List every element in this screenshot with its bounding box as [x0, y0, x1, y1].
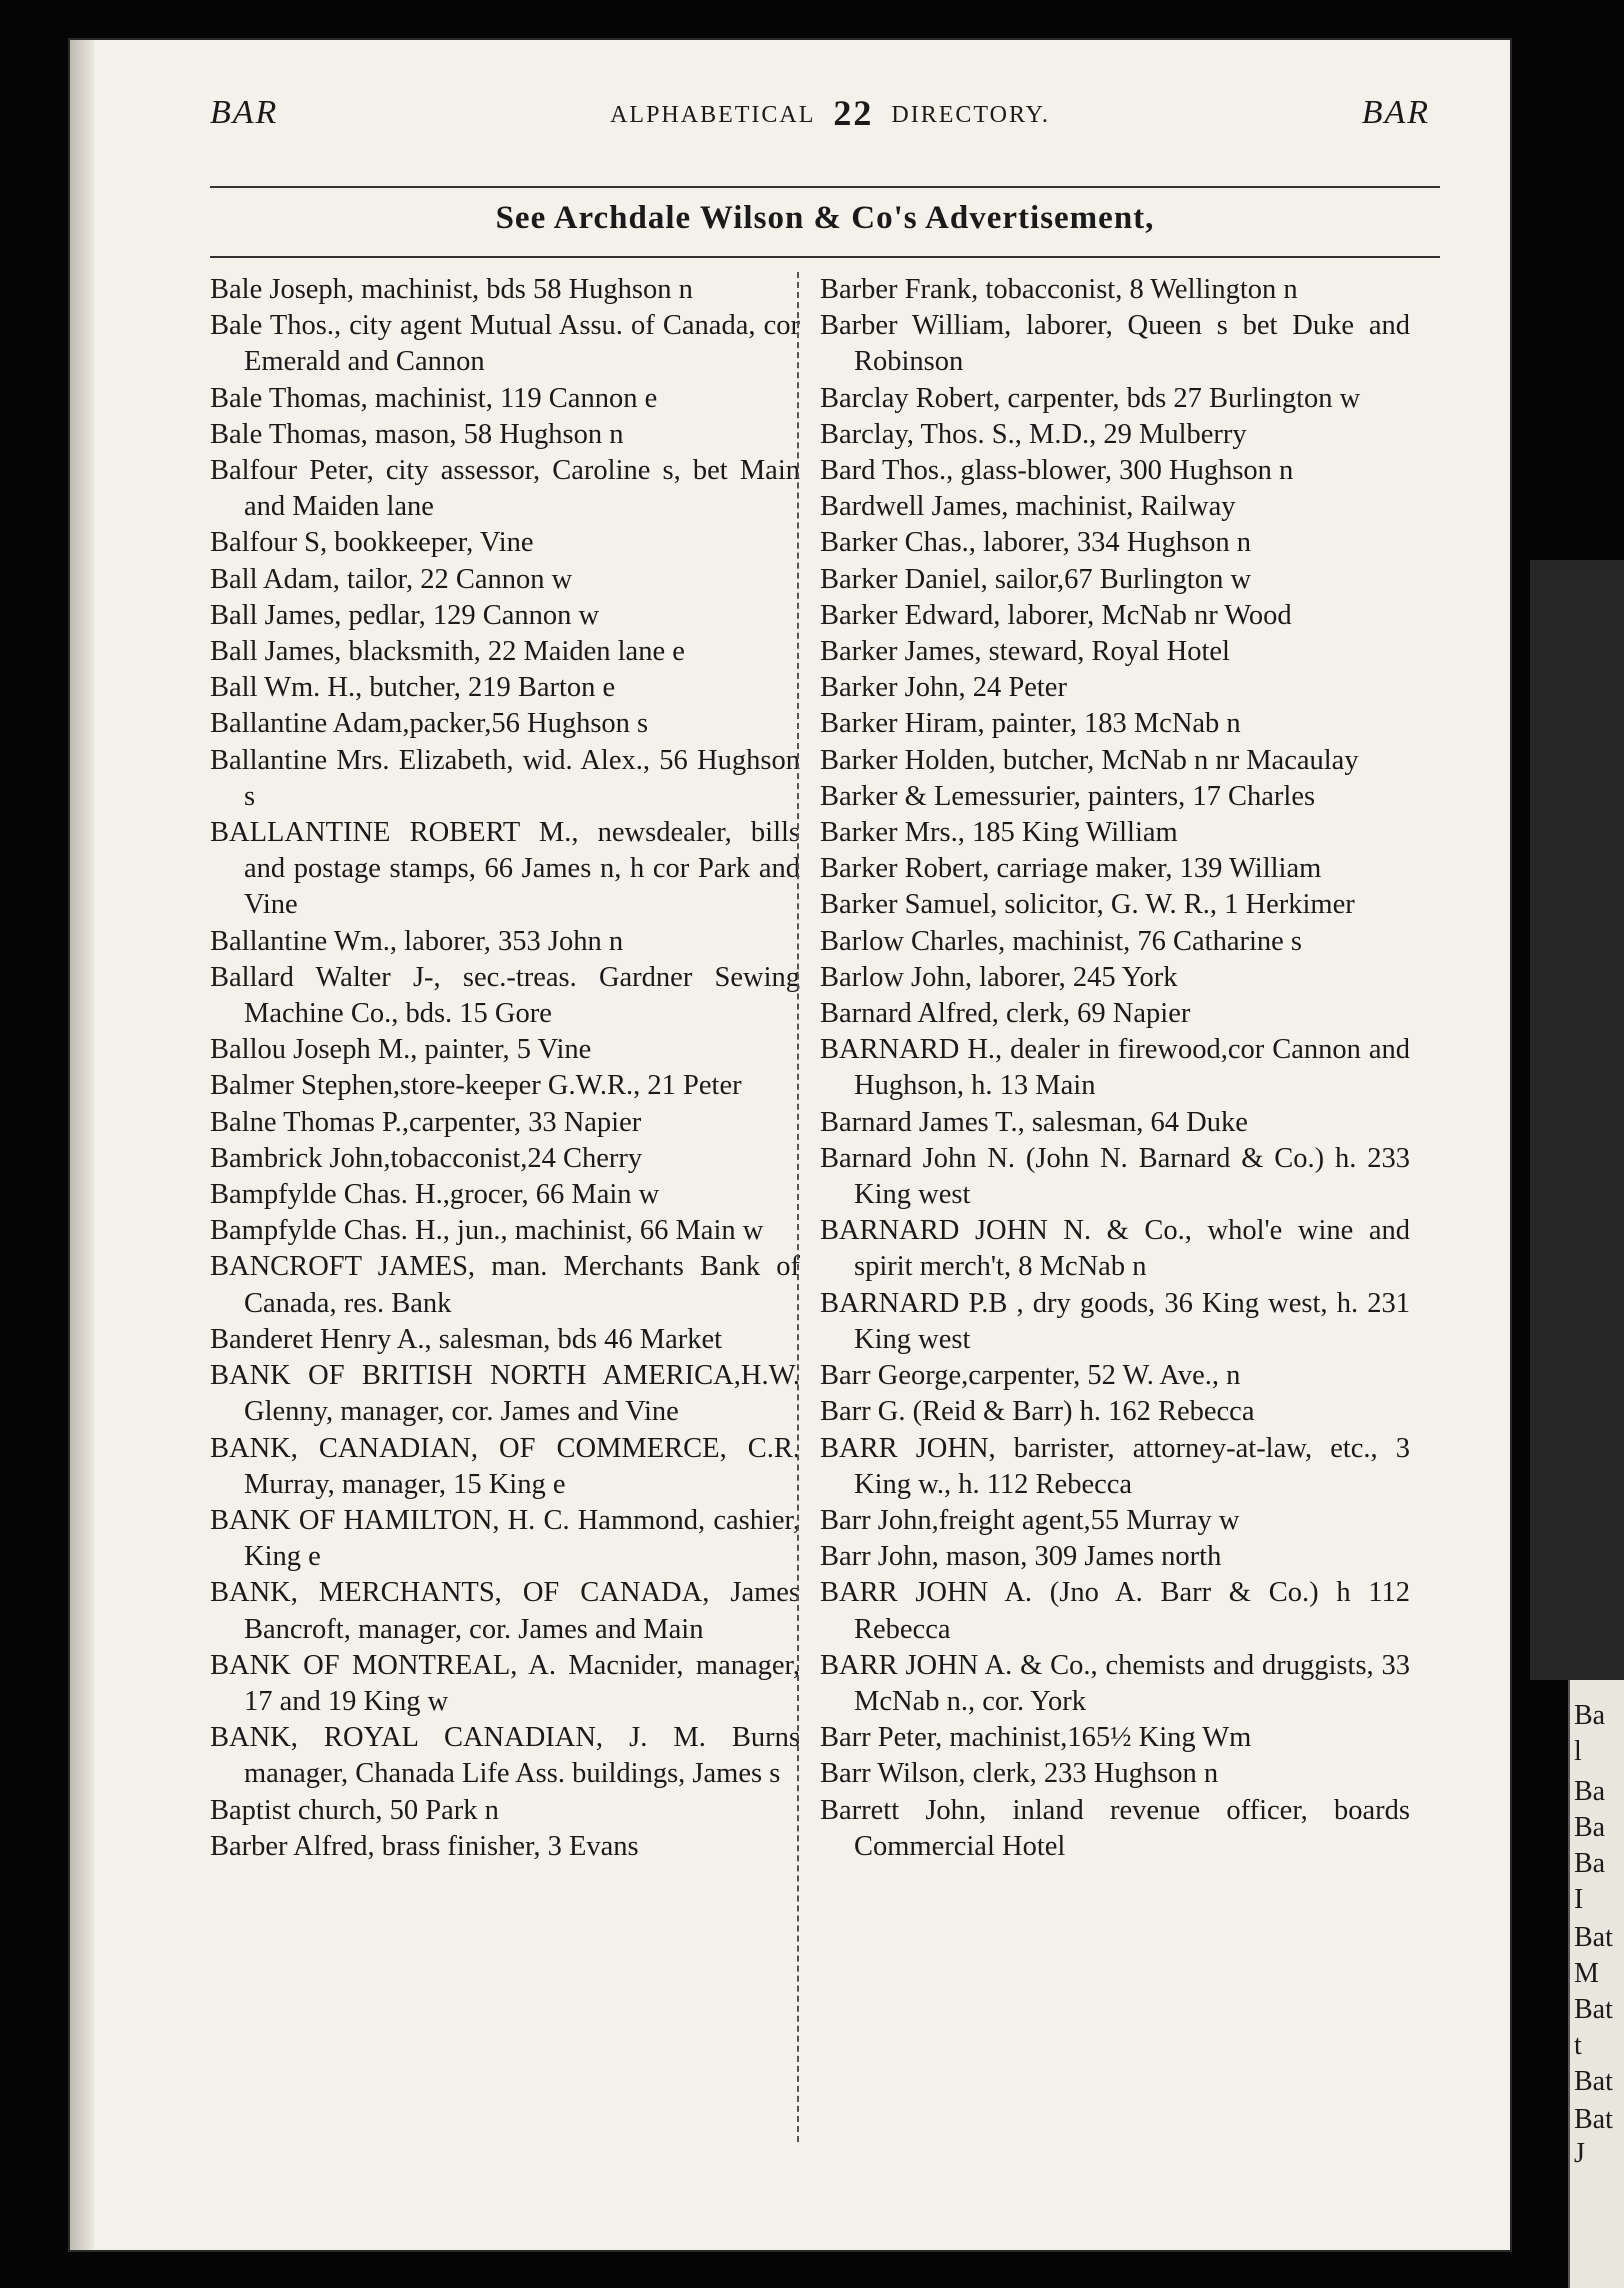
header-rule	[210, 186, 1440, 188]
directory-entry: Barr G. (Reid & Barr) h. 162 Rebecca	[820, 1396, 1255, 1428]
directory-entry: Ballantine Mrs. Elizabeth, wid. Alex., 56 Hughson s	[210, 744, 800, 812]
directory-entry: Baptist church, 50 Park n	[210, 1794, 499, 1826]
directory-entry: Barber Alfred, brass finisher, 3 Evans	[210, 1830, 639, 1862]
directory-entry: BARR JOHN A. & Co., chemists and druggists, 33 McNab n., cor. York	[820, 1649, 1410, 1717]
header-center-left: ALPHABETICAL	[610, 102, 816, 128]
directory-entry: Barr George,carpenter, 52 W. Ave., n	[820, 1360, 1241, 1392]
edge-text-fragment: Bat	[1574, 2104, 1613, 2135]
page-header	[210, 92, 1450, 154]
edge-text-fragment: Bat	[1574, 2066, 1613, 2097]
directory-entry: Barker & Lemessurier, painters, 17 Charles	[820, 780, 1316, 812]
column-divider	[797, 272, 799, 2142]
directory-entry: BANK, CANADIAN, OF COMMERCE, C.R. Murray, manager, 15 King e	[210, 1432, 800, 1500]
edge-text-fragment: l	[1574, 1736, 1582, 1767]
left-column	[210, 272, 800, 1865]
header-center	[210, 92, 1450, 134]
edge-text-fragment: J	[1574, 2138, 1585, 2169]
edge-text-fragment: I	[1574, 1884, 1584, 1915]
directory-entry: Barker Mrs., 185 King William	[820, 817, 1178, 849]
directory-entry: BANK, MERCHANTS, OF CANADA, James Bancroft, manager, cor. James and Main	[210, 1577, 800, 1645]
directory-entry: BANK OF HAMILTON, H. C. Hammond, cashier, King e	[210, 1504, 800, 1573]
directory-entry: Balfour S, bookkeeper, Vine	[210, 527, 534, 559]
directory-entry: Barclay, Thos. S., M.D., 29 Mulberry	[820, 418, 1247, 450]
directory-entry: BANCROFT JAMES, man. Merchants Bank of Canada, res. Bank	[210, 1251, 800, 1319]
banner-rule	[210, 256, 1440, 258]
directory-entry: Barker Chas., laborer, 334 Hughson n	[820, 527, 1252, 559]
edge-text-fragment: Bat	[1574, 1994, 1613, 2025]
directory-entry: Bardwell James, machinist, Railway	[820, 491, 1236, 523]
directory-entry: Barker Robert, carriage maker, 139 William	[820, 853, 1322, 885]
header-left-guide: BAR	[210, 94, 279, 131]
edge-text-fragment: t	[1574, 2030, 1582, 2061]
directory-entry: BARR JOHN, barrister, attorney-at-law, etc., 3 King w., h. 112 Rebecca	[820, 1432, 1410, 1500]
directory-entry: Ball Adam, tailor, 22 Cannon w	[210, 563, 573, 595]
edge-text-fragment: Bat	[1574, 1922, 1613, 1953]
adjacent-page-dark-strip	[1530, 560, 1624, 1680]
directory-entry: Bale Thos., city agent Mutual Assu. of Canada, cor Emerald and Cannon	[210, 310, 800, 378]
right-column	[820, 272, 1410, 1865]
edge-text-fragment: M	[1574, 1958, 1599, 1989]
directory-entry: Barlow Charles, machinist, 76 Catharine s	[820, 925, 1303, 957]
directory-entry: Barker John, 24 Peter	[820, 672, 1067, 704]
header-right-guide: BAR	[1361, 94, 1430, 131]
edge-text-fragment: Ba	[1574, 1848, 1606, 1879]
directory-entry: Ballantine Adam,packer,56 Hughson s	[210, 708, 649, 740]
directory-entry: BARNARD JOHN N. & Co., whol'e wine and spirit merch't, 8 McNab n	[820, 1215, 1410, 1283]
directory-entry: Barker Daniel, sailor,67 Burlington w	[820, 563, 1252, 595]
directory-entry: Barker Holden, butcher, McNab n nr Macaulay	[820, 744, 1359, 776]
directory-entry: BANK OF MONTREAL, A. Macnider, manager, 17 and 19 King w	[210, 1649, 800, 1717]
edge-text-fragment: Ba	[1574, 1812, 1606, 1843]
directory-entry: Ballard Walter J-, sec.-treas. Gardner Sewing Machine Co., bds. 15 Gore	[210, 961, 800, 1030]
page-edge-shadow	[70, 40, 94, 2250]
directory-entry: Balmer Stephen,store-keeper G.W.R., 21 Peter	[210, 1070, 742, 1102]
directory-entry: Barr John, mason, 309 James north	[820, 1541, 1222, 1573]
directory-entry: Bale Joseph, machinist, bds 58 Hughson n	[210, 274, 693, 305]
directory-entry: Barlow John, laborer, 245 York	[820, 961, 1178, 993]
directory-entry: Banderet Henry A., salesman, bds 46 Market	[210, 1323, 723, 1355]
directory-entry: Barnard Alfred, clerk, 69 Napier	[820, 998, 1191, 1030]
directory-entry: Ball James, blacksmith, 22 Maiden lane e	[210, 636, 685, 668]
page-number: 22	[833, 93, 874, 133]
edge-text-fragment: Ba	[1574, 1700, 1606, 1731]
directory-entry: Barker Samuel, solicitor, G. W. R., 1 Herkimer	[820, 889, 1355, 921]
directory-entry: Ballou Joseph M., painter, 5 Vine	[210, 1034, 592, 1066]
directory-entry: BANK OF BRITISH NORTH AMERICA,H.W. Glenny, manager, cor. James and Vine	[210, 1360, 800, 1428]
directory-entry: Bale Thomas, mason, 58 Hughson n	[210, 418, 624, 450]
directory-entry: BARR JOHN A. (Jno A. Barr & Co.) h 112 Rebecca	[820, 1577, 1410, 1645]
directory-entry: Barr Wilson, clerk, 233 Hughson n	[820, 1758, 1219, 1790]
directory-entry: Barber William, laborer, Queen s bet Duke and Robinson	[820, 310, 1410, 378]
directory-entry: Bard Thos., glass-blower, 300 Hughson n	[820, 455, 1294, 487]
directory-entry: Barrett John, inland revenue officer, boards Commercial Hotel	[820, 1794, 1410, 1862]
directory-entry: Barker Edward, laborer, McNab nr Wood	[820, 599, 1292, 631]
directory-entry: Bampfylde Chas. H.,grocer, 66 Main w	[210, 1179, 660, 1211]
directory-entry: Bampfylde Chas. H., jun., machinist, 66 Main w	[210, 1215, 764, 1247]
directory-entry: Bambrick John,tobacconist,24 Cherry	[210, 1142, 643, 1174]
directory-entry: Barber Frank, tobacconist, 8 Wellington n	[820, 274, 1298, 305]
edge-text-fragment: Ba	[1574, 1776, 1606, 1807]
directory-entry: BALLANTINE ROBERT M., newsdealer, bills and postage stamps, 66 James n, h cor Park and Vine	[210, 817, 800, 921]
directory-entry: Barker James, steward, Royal Hotel	[820, 636, 1230, 668]
directory-entry: Balne Thomas P.,carpenter, 33 Napier	[210, 1106, 642, 1138]
directory-entry: BARNARD H., dealer in firewood,cor Cannon and Hughson, h. 13 Main	[820, 1034, 1410, 1102]
directory-entry: Bale Thomas, machinist, 119 Cannon e	[210, 382, 658, 414]
directory-entry: Barker Hiram, painter, 183 McNab n	[820, 708, 1241, 740]
directory-entry: BARNARD P.B , dry goods, 36 King west, h. 231 King west	[820, 1287, 1410, 1355]
directory-entry: BANK, ROYAL CANADIAN, J. M. Burns manager, Chanada Life Ass. buildings, James s	[210, 1722, 800, 1790]
directory-entry: Balfour Peter, city assessor, Caroline s, bet Main and Maiden lane	[210, 455, 800, 523]
directory-entry: Barr John,freight agent,55 Murray w	[820, 1504, 1240, 1536]
directory-entry: Barnard John N. (John N. Barnard & Co.) h. 233 King west	[820, 1142, 1410, 1211]
directory-entry: Ball Wm. H., butcher, 219 Barton e	[210, 672, 616, 704]
directory-entry: Ballantine Wm., laborer, 353 John n	[210, 925, 624, 957]
directory-entry: Barr Peter, machinist,165½ King Wm	[820, 1722, 1252, 1754]
header-center-right: DIRECTORY.	[891, 102, 1050, 128]
advertisement-banner: See Archdale Wilson & Co's Advertisement,	[495, 200, 1155, 236]
directory-entry: Barnard James T., salesman, 64 Duke	[820, 1106, 1248, 1138]
directory-entry: Ball James, pedlar, 129 Cannon w	[210, 599, 600, 631]
directory-entry: Barclay Robert, carpenter, bds 27 Burlington w	[820, 382, 1361, 414]
